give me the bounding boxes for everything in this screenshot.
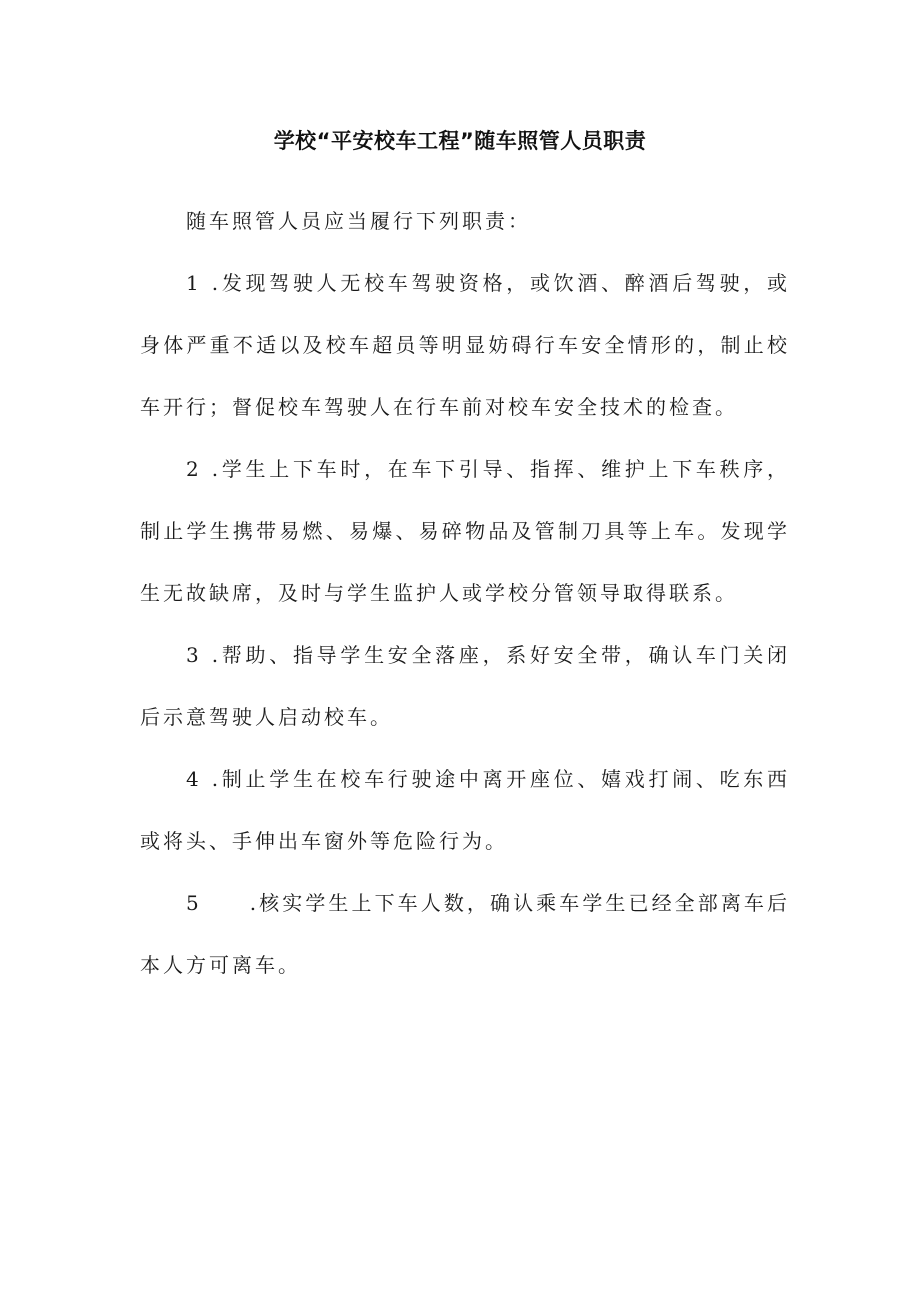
duty-item-text: .制止学生在校车行驶途中离开座位、嬉戏打闹、吃东西或将头、手伸出车窗外等危险行为。	[140, 767, 790, 853]
duty-item-text: .帮助、指导学生安全落座，系好安全带，确认车门关闭后示意驾驶人启动校车。	[140, 643, 790, 729]
duty-item-4	[140, 748, 790, 872]
duty-item-text: .学生上下车时，在车下引导、指挥、维护上下车秩序，制止学生携带易燃、易爆、易碎物品及管制刀具等上车。发现学生无故缺席，及时与学生监护人或学校分管领导取得联系。	[140, 457, 790, 605]
duty-item-number: 1	[186, 271, 202, 295]
duty-item-number: 2	[186, 457, 202, 481]
duty-item-number: 5	[186, 891, 202, 915]
duty-item-number: 3	[186, 643, 202, 667]
duty-item-5	[140, 872, 790, 996]
duty-item-2	[140, 438, 790, 624]
duty-item-3	[140, 624, 790, 748]
document-body	[140, 190, 790, 996]
duty-item-text: .核实学生上下车人数，确认乘车学生已经全部离车后本人方可离车。	[140, 891, 790, 977]
duty-item-1	[140, 252, 790, 438]
duty-item-text: .发现驾驶人无校车驾驶资格，或饮酒、醉酒后驾驶，或身体严重不适以及校车超员等明显妨碍行车安全情形的，制止校车开行；督促校车驾驶人在行车前对校车安全技术的检查。	[140, 271, 790, 419]
intro-paragraph: 随车照管人员应当履行下列职责：	[186, 209, 531, 233]
document-title: 学校“平安校车工程”随车照管人员职责	[273, 129, 647, 153]
duty-item-number: 4	[186, 767, 202, 791]
